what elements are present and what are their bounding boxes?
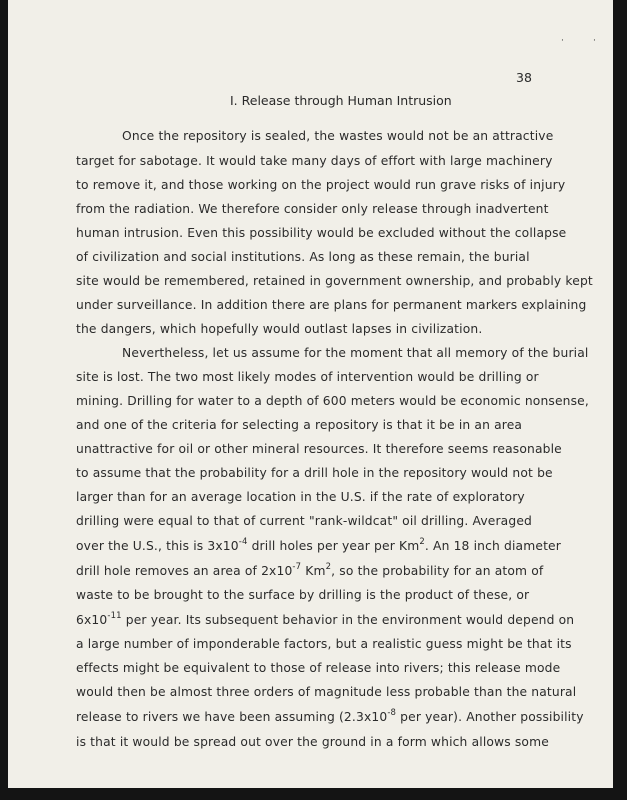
text-line: under surveillance. In addition there are plans for permanent markers explaining xyxy=(76,298,587,312)
exponent: 2 xyxy=(419,537,425,547)
text-line: release to rivers we have been assuming ($2.3x10^{-8}$ per year). Another possibility xyxy=(76,708,584,724)
text-line: from the radiation. We therefore consider only release through inadvertent xyxy=(76,202,549,216)
text-line: the dangers, which hopefully would outlast lapses in civilization. xyxy=(76,322,483,336)
text-line: effects might be equivalent to those of release into rivers; this release mode xyxy=(76,661,561,675)
text-line: is that it would be spread out over the ground in a form which allows some xyxy=(76,735,549,749)
section-heading: I. Release through Human Intrusion xyxy=(230,93,452,108)
text-line: target for sabotage. It would take many days of effort with large machinery xyxy=(76,154,553,168)
text-line: mining. Drilling for water to a depth of 600 meters would be economic nonsense, xyxy=(76,394,589,408)
text-line: to remove it, and those working on the project would run grave risks of injury xyxy=(76,178,566,192)
text-line: Nevertheless, let us assume for the moment that all memory of the burial xyxy=(122,346,589,360)
text-line: drilling were equal to that of current "rank-wildcat" oil drilling. Averaged xyxy=(76,514,532,528)
text-line: over the U.S., this is $3x10^{-4}$ drill holes per year per Km$^2$. An 18 inch diameter xyxy=(76,537,561,553)
text-line: to assume that the probability for a drill hole in the repository would not be xyxy=(76,466,553,480)
text-line: would then be almost three orders of magnitude less probable than the natural xyxy=(76,685,577,699)
text-line: $6x10^{-11}$ per year. Its subsequent behavior in the environment would depend on xyxy=(76,611,575,627)
text-line: waste to be brought to the surface by drilling is the product of these, or xyxy=(76,588,530,602)
text-line: and one of the criteria for selecting a repository is that it be in an area xyxy=(76,418,523,432)
text-line: unattractive for oil or other mineral resources. It therefore seems reasonable xyxy=(76,442,562,456)
text-line: drill hole removes an area of $2x10^{-7}$ Km$^2$, so the probability for an atom of xyxy=(76,562,544,578)
exponent: -4 xyxy=(238,537,248,547)
text-line: Once the repository is sealed, the wastes would not be an attractive xyxy=(122,129,554,143)
text-line: human intrusion. Even this possibility would be excluded without the collapse xyxy=(76,226,567,240)
text-line: of civilization and social institutions. As long as these remain, the burial xyxy=(76,250,530,264)
corner-mark: · xyxy=(561,36,564,46)
exponent: -7 xyxy=(292,562,302,572)
document-page xyxy=(8,0,613,788)
text-line: larger than for an average location in the U.S. if the rate of exploratory xyxy=(76,490,525,504)
exponent: 2 xyxy=(325,562,332,572)
text-line: a large number of imponderable factors, but a realistic guess might be that its xyxy=(76,637,572,651)
text-line: site is lost. The two most likely modes of intervention would be drilling or xyxy=(76,370,539,384)
text-line: site would be remembered, retained in government ownership, and probably kept xyxy=(76,274,593,288)
exponent: -8 xyxy=(387,708,397,718)
exponent: -11 xyxy=(107,611,122,621)
page-number: 38 xyxy=(516,70,532,85)
corner-mark: · xyxy=(593,36,596,46)
